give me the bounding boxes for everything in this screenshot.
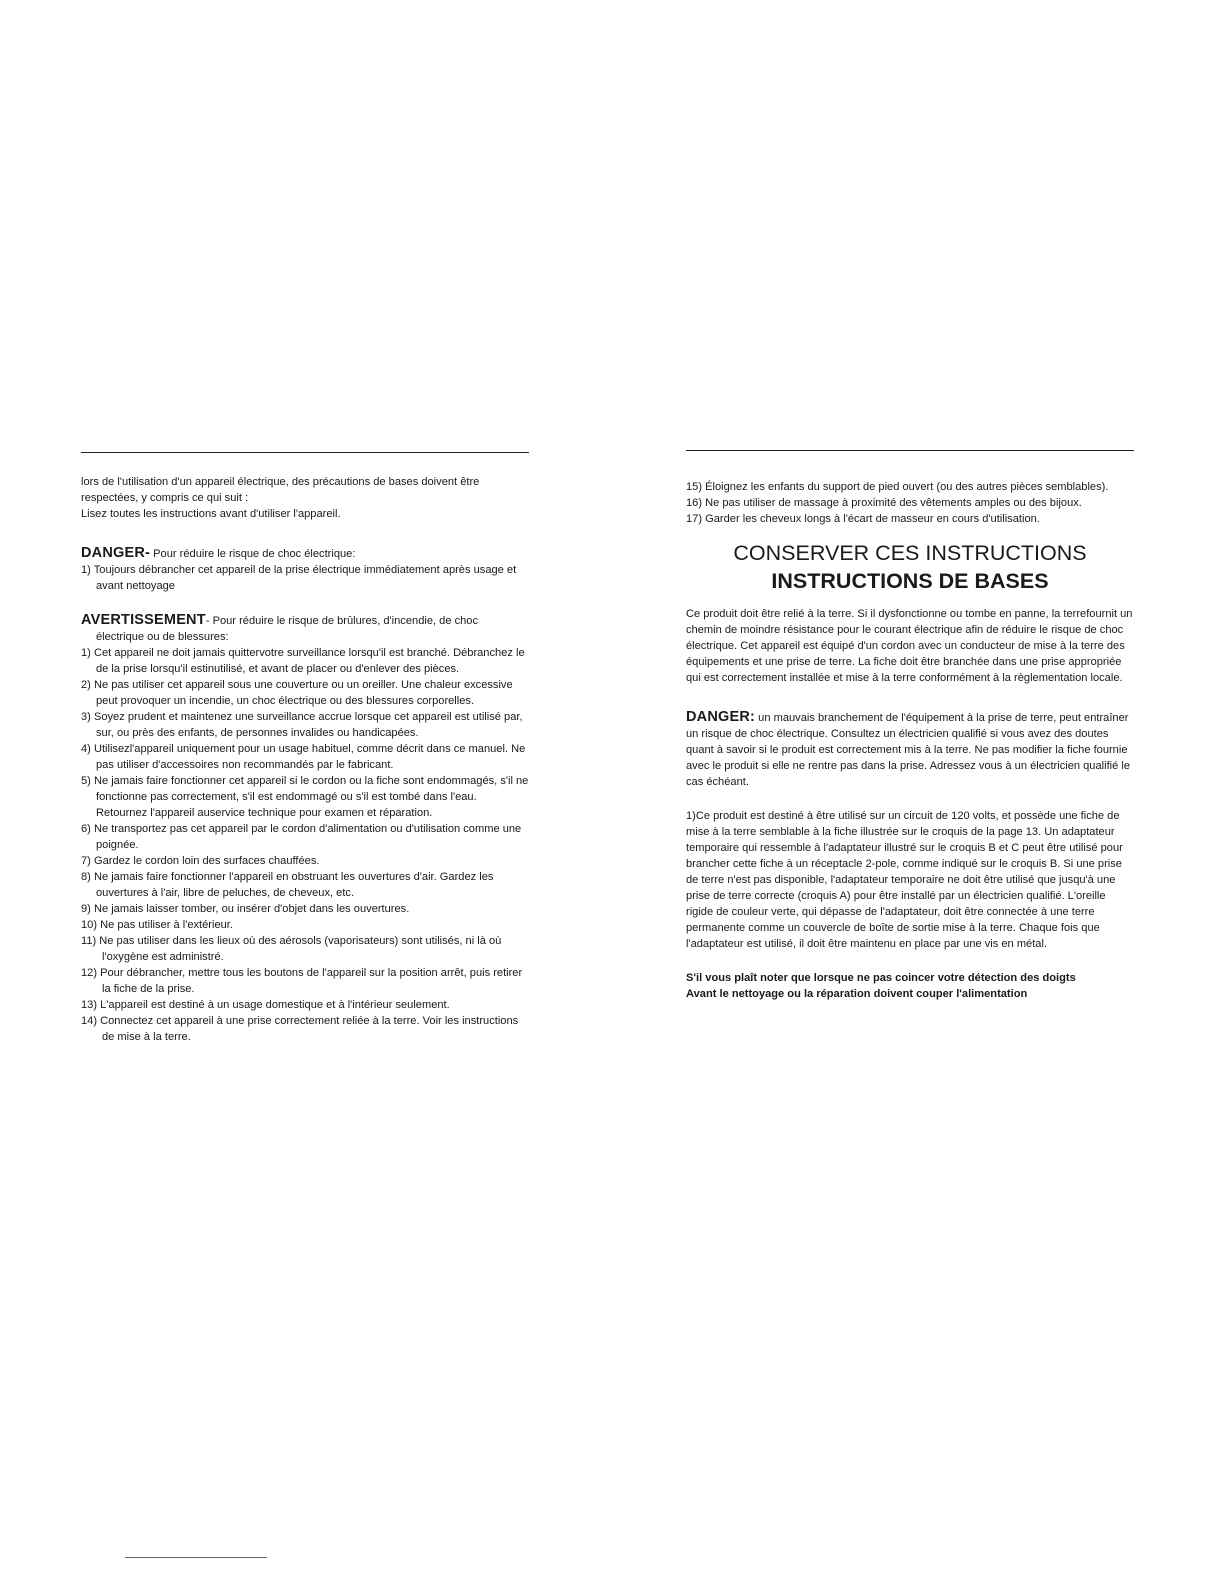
warning-item-3: 3) Soyez prudent et maintenez une surveillance accrue lorsque cet appareil est utilisé par, sur, ou près des enfants, de personnes invalides ou handicapées. — [81, 711, 523, 739]
warning-heading — [81, 612, 529, 645]
conserve-instructions-title: CONSERVER CES INSTRUCTIONS — [733, 541, 1087, 565]
danger-text: Pour réduire le risque de choc électrique: — [150, 548, 356, 560]
warning-item-6: 6) Ne transportez pas cet appareil par le cordon d'alimentation ou d'utilisation comme une poignée. — [81, 823, 522, 851]
danger-item: 1) Toujours débrancher cet appareil de la prise électrique immédiatement après usage et avant nettoyage — [81, 564, 517, 592]
warning-item-4: 4) Utilisezl'appareil uniquement pour un usage habituel, comme décrit dans ce manuel. Ne pas utiliser d'accessoires non recommandés par le fabricant. — [81, 743, 526, 771]
warning-item-8: 8) Ne jamais faire fonctionner l'appareil en obstruant les ouvertures d'air. Gardez les ouvertures à l'air, libre de peluches, de cheveux, etc. — [81, 871, 494, 899]
left-column — [81, 452, 529, 1045]
warning-item-5: 5) Ne jamais faire fonctionner cet appareil si le cordon ou la fiche sont endommagés, s'il ne fonctionne pas correctement, s'il est endommagé ou s'il est tombé dans l'eau. Retournez l'appareil auservice technique pour examen et réparation. — [81, 775, 529, 819]
warning-item-15: 15) Éloignez les enfants du support de pied ouvert (ou des autres pièces semblables). — [686, 481, 1109, 493]
warning-item-2: 2) Ne pas utiliser cet appareil sous une couverture ou un oreiller. Une chaleur excessive peut provoquer un incendie, un choc électrique ou des blessures corporelles. — [81, 679, 513, 707]
warning-item-17: 17) Garder les cheveux longs à l'écart de masseur en cours d'utilisation. — [686, 513, 1040, 525]
danger-label: DANGER- — [81, 545, 151, 561]
top-rule-right — [686, 450, 1134, 451]
warning-item-1: 1) Cet appareil ne doit jamais quittervotre surveillance lorsqu'il est branché. Débranchez le de la prise lorsqu'il estinutilisé, et avant de placer ou d'enlever des pièces. — [81, 647, 525, 675]
right-column — [686, 450, 1134, 1002]
power-off-note: Avant le nettoyage ou la réparation doivent couper l'alimentation — [686, 988, 1028, 1000]
footer-underline — [125, 1557, 267, 1558]
warning-item-11: 11) Ne pas utiliser dans les lieux où des aérosols (vaporisateurs) sont utilisés, ni là où l'oxygène est administré. — [81, 935, 502, 963]
warning-item-10: 10) Ne pas utiliser à l'extérieur. — [81, 919, 233, 931]
danger-heading — [81, 545, 529, 562]
volts-paragraph: 1)Ce produit est destiné à être utilisé sur un circuit de 120 volts, et possède une fiche de mise à la terre semblable à la fiche illustrée sur le croquis de la page 13. Un adaptateur temporaire qui ressemble à l'adaptateur illustré sur le croquis B et C peut être utilisé pour brancher cette fiche à un réceptacle 2-pole, comme indiqué sur le croquis B. Si une prise de terre n'est pas disponible, l'adaptateur temporaire ne doit être utilisé que jusqu'à une prise de terre correcte (croquis A) pour être installé par un électricien qualifié. L'oreille rigide de couleur verte, qui dépasse de l'adaptateur, doit être connectée à une terre permanente comme un couvercle de boîte de sortie mise à la terre. Chaque fois que l'adaptateur est utilisé, il doit être maintenu en place par une vis en métal. — [686, 810, 1123, 950]
finger-note: S'il vous plaît noter que lorsque ne pas coincer votre détection des doigts — [686, 972, 1076, 984]
warning-item-16: 16) Ne pas utiliser de massage à proximité des vêtements amples ou des bijoux. — [686, 497, 1082, 509]
warning-text: - Pour réduire le risque de brûlures, d'incendie, de choc électrique ou de blessures: — [96, 615, 479, 643]
warning-item-14: 14) Connectez cet appareil à une prise correctement reliée à la terre. Voir les instructions de mise à la terre. — [81, 1015, 519, 1043]
warning-item-9: 9) Ne jamais laisser tomber, ou insérer d'objet dans les ouvertures. — [81, 903, 410, 915]
top-rule-left — [81, 452, 529, 453]
grounding-danger-paragraph — [686, 709, 1134, 790]
grounding-paragraph: Ce produit doit être relié à la terre. Si il dysfonctionne ou tombe en panne, la terrefournit un chemin de moindre résistance pour le courant électrique afin de réduire le risque de choc électrique. Cet appareil est équipé d'un cordon avec un conducteur de mise à la terre des équipements et une prise de terre. La fiche doit être branchée dans une prise appropriée qui est correctement installée et mise à la terre conformément à la règlementation locale. — [686, 608, 1133, 684]
warning-item-12: 12) Pour débrancher, mettre tous les boutons de l'appareil sur la position arrêt, puis retirer la fiche de la prise. — [81, 967, 523, 995]
basic-instructions-title: INSTRUCTIONS DE BASES — [771, 569, 1049, 593]
grounding-danger-text: un mauvais branchement de l'équipement à la prise de terre, peut entraîner un risque de choc électrique. Consultez un électricien qualifié si vous avez des doutes quant à savoir si le produit est correctement mis à la terre. Ne pas modifier la fiche fournie avec le produit si elle ne rentre pas dans la prise. Adressez vous à un électricien qualifié le cas échéant. — [686, 712, 1130, 788]
warning-label: AVERTISSEMENT — [81, 612, 206, 628]
intro-text: lors de l'utilisation d'un appareil électrique, des précautions de bases doivent être respectées, y compris ce qui suit : — [81, 476, 480, 504]
warning-item-13: 13) L'appareil est destiné à un usage domestique et à l'intérieur seulement. — [81, 999, 450, 1011]
warning-item-7: 7) Gardez le cordon loin des surfaces chauffées. — [81, 855, 320, 867]
intro-read-instructions: Lisez toutes les instructions avant d'utiliser l'appareil. — [81, 508, 341, 520]
grounding-danger-label: DANGER: — [686, 709, 756, 725]
